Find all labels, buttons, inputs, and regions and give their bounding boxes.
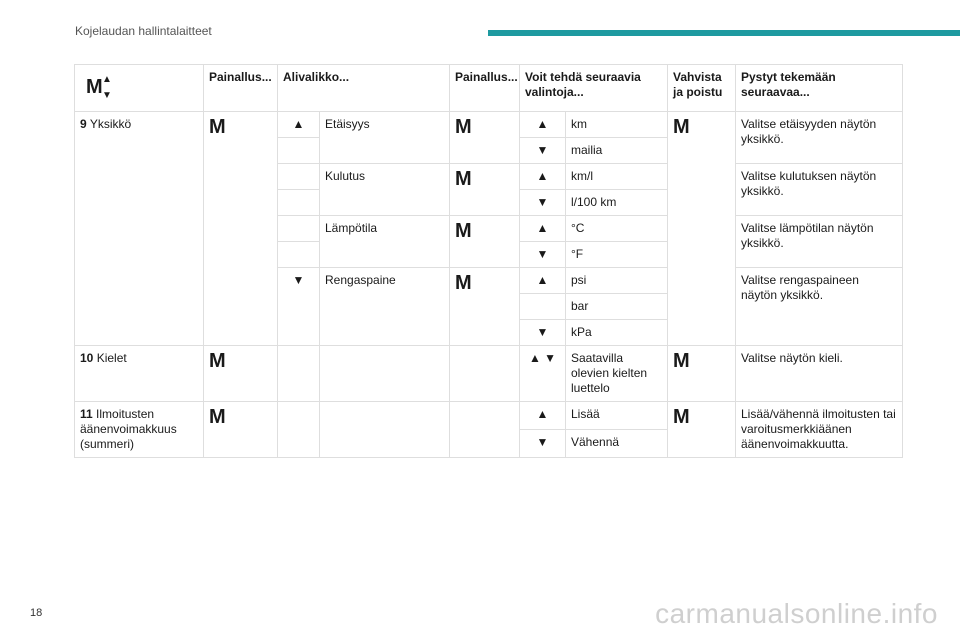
table-header-row xyxy=(75,65,903,112)
arrow-up-icon: ▲ xyxy=(536,169,549,183)
menu-button-icon: M xyxy=(455,116,472,138)
arrow-cell xyxy=(520,138,566,164)
watermark: carmanualsonline.info xyxy=(655,598,938,629)
menu-button-icon: M xyxy=(673,406,690,428)
arrow-cell xyxy=(520,112,566,138)
option-kpa: kPa xyxy=(566,320,668,346)
option-language-list: Saatavilla olevien kielten luettelo xyxy=(566,346,668,402)
row-11-menu-cell xyxy=(204,402,278,458)
result-consumption: Valitse kulutuksen näytön yksikkö. xyxy=(736,164,903,216)
result-language: Valitse näytön kieli. xyxy=(736,346,903,402)
arrow-cell-empty xyxy=(278,138,320,164)
arrow-cell-empty xyxy=(278,190,320,216)
option-miles: mailia xyxy=(566,138,668,164)
empty-cell xyxy=(278,346,320,402)
controls-table xyxy=(74,64,903,458)
option-psi: psi xyxy=(566,268,668,294)
empty-cell xyxy=(278,402,320,458)
arrow-down-icon: ▼ xyxy=(536,143,549,157)
menu-button-icon: M xyxy=(455,168,472,190)
header-title: Kojelaudan hallintalaitteet xyxy=(75,24,212,38)
menu-button-icon: M xyxy=(86,76,103,98)
arrow-down-icon: ▼ xyxy=(102,90,112,101)
empty-cell xyxy=(450,402,520,458)
row-11-label: 11 Ilmoitusten äänenvoimakkuus (summeri) xyxy=(75,402,204,458)
arrow-up-icon: ▲ xyxy=(536,221,549,235)
result-temperature: Valitse lämpötilan näytön yksikkö. xyxy=(736,216,903,268)
empty-cell xyxy=(320,402,450,458)
arrow-cell xyxy=(520,402,566,430)
menu-button-icon: M xyxy=(673,116,690,138)
table-row xyxy=(75,112,903,138)
table-row xyxy=(75,346,903,402)
arrow-cell xyxy=(520,346,566,402)
header-accent-bar xyxy=(488,30,960,36)
confirm-menu-cell xyxy=(668,402,736,458)
row-10-menu-cell xyxy=(204,346,278,402)
confirm-menu-cell xyxy=(668,112,736,346)
header-submenu: Alivalikko... xyxy=(278,65,450,112)
arrow-cell xyxy=(520,190,566,216)
row-9-menu-cell xyxy=(204,112,278,346)
option-km-l: km/l xyxy=(566,164,668,190)
arrow-down-icon: ▼ xyxy=(536,325,549,339)
arrow-down-icon: ▼ xyxy=(536,435,549,449)
submenu-tyre-pressure: Rengaspaine xyxy=(320,268,450,346)
submenu-distance: Etäisyys xyxy=(320,112,450,164)
menu-cell xyxy=(450,112,520,164)
arrow-cell xyxy=(278,268,320,346)
arrow-up-down-icon: ▲ ▼ xyxy=(528,351,557,365)
arrow-cell xyxy=(520,242,566,268)
result-tyre-pressure: Valitse rengaspaineen näytön yksikkö. xyxy=(736,268,903,346)
option-km: km xyxy=(566,112,668,138)
menu-cell xyxy=(450,268,520,346)
option-l-100km: l/100 km xyxy=(566,190,668,216)
result-volume: Lisää/vähennä ilmoitusten tai varoitusmerkkiäänen äänenvoimakkuutta. xyxy=(736,402,903,458)
arrow-cell xyxy=(520,320,566,346)
arrow-cell-empty xyxy=(278,164,320,190)
arrow-cell xyxy=(520,216,566,242)
header-choose: Voit tehdä seuraavia valintoja... xyxy=(520,65,668,112)
submenu-consumption: Kulutus xyxy=(320,164,450,216)
header-icon-cell xyxy=(75,65,204,112)
table-row xyxy=(75,402,903,430)
menu-cell xyxy=(450,216,520,268)
arrow-cell-empty xyxy=(278,242,320,268)
option-decrease: Vähennä xyxy=(566,430,668,458)
arrow-up-icon: ▲ xyxy=(292,117,305,131)
result-distance: Valitse etäisyyden näytön yksikkö. xyxy=(736,112,903,164)
menu-button-icon: M xyxy=(673,350,690,372)
arrow-down-icon: ▼ xyxy=(536,195,549,209)
menu-button-icon: M xyxy=(455,272,472,294)
page-number: 18 xyxy=(30,607,43,619)
header-confirm: Vahvista ja poistu xyxy=(668,65,736,112)
empty-cell xyxy=(450,346,520,402)
arrow-cell-empty xyxy=(278,216,320,242)
menu-button-icon: M xyxy=(455,220,472,242)
arrow-down-icon: ▼ xyxy=(292,273,305,287)
menu-button-icon: M xyxy=(209,350,226,372)
arrow-up-icon: ▲ xyxy=(536,117,549,131)
arrow-down-icon: ▼ xyxy=(536,247,549,261)
arrow-up-icon: ▲ xyxy=(102,74,112,85)
arrow-cell xyxy=(520,268,566,294)
row-9-label: 9 Yksikkö xyxy=(75,112,204,346)
option-bar: bar xyxy=(566,294,668,320)
header-press-2: Painallus... xyxy=(450,65,520,112)
arrow-up-icon: ▲ xyxy=(536,407,549,421)
submenu-temperature: Lämpötila xyxy=(320,216,450,268)
header-press: Painallus... xyxy=(204,65,278,112)
option-fahrenheit: °F xyxy=(566,242,668,268)
arrow-up-icon: ▲ xyxy=(536,273,549,287)
menu-button-icon: M xyxy=(209,406,226,428)
menu-button-icon: M xyxy=(209,116,226,138)
arrow-cell xyxy=(278,112,320,138)
empty-cell xyxy=(320,346,450,402)
header-result: Pystyt tekemään seuraavaa... xyxy=(736,65,903,112)
confirm-menu-cell xyxy=(668,346,736,402)
row-10-label: 10 Kielet xyxy=(75,346,204,402)
arrow-cell-empty xyxy=(520,294,566,320)
menu-cell xyxy=(450,164,520,216)
arrow-cell xyxy=(520,164,566,190)
option-increase: Lisää xyxy=(566,402,668,430)
option-celsius: °C xyxy=(566,216,668,242)
arrow-cell xyxy=(520,430,566,458)
